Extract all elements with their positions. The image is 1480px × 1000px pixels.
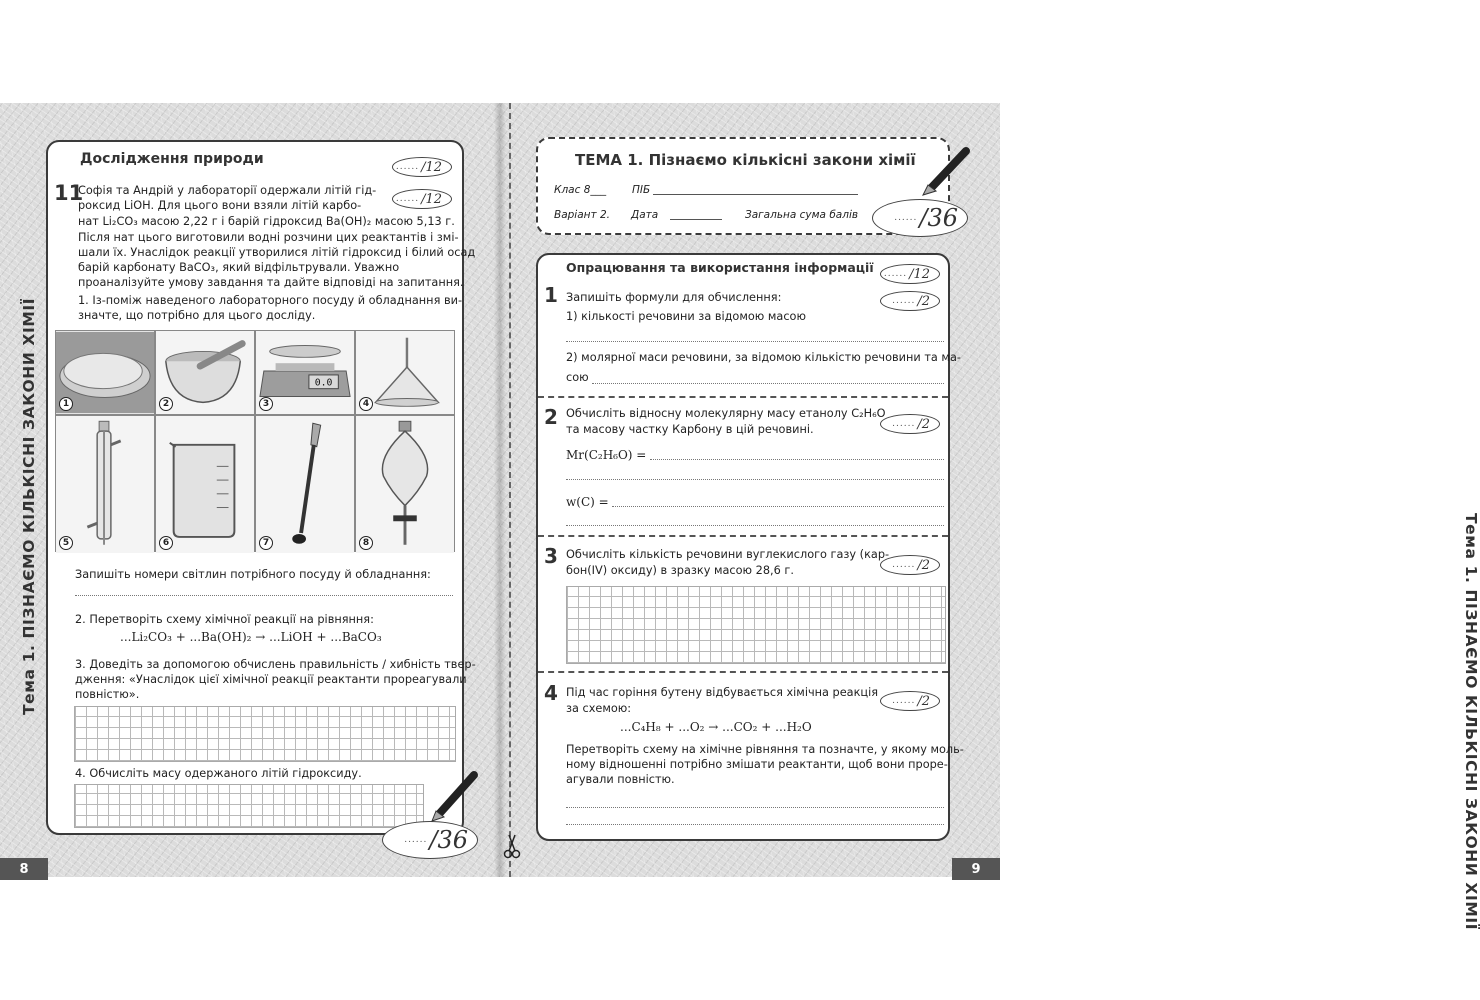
photo-number: 4 — [359, 397, 373, 411]
photo-number: 6 — [159, 536, 173, 550]
book-spread — [0, 103, 1480, 931]
date-field[interactable] — [670, 219, 722, 220]
intro-line: шали їх. Унаслідок реакції утворилися літій гідроксид і білий осад — [78, 246, 476, 259]
left-page — [0, 103, 500, 877]
photo-number: 1 — [59, 397, 73, 411]
photo-8 — [356, 416, 454, 553]
page-number-right: 9 — [952, 858, 1000, 880]
beaker-icon — [156, 416, 254, 553]
task-number: 11 — [54, 181, 84, 205]
intro-line: Після нат цього виготовили водні розчини цих реактантів і змі- — [78, 231, 459, 244]
photos-prompt: Запишіть номери світлин потрібного посуду й обладнання: — [75, 568, 431, 581]
question-1-line: 1. Із-поміж наведеного лабораторного посуду й обладнання ви- — [78, 294, 463, 307]
spatula-icon — [256, 416, 354, 553]
question-4: 4. Обчисліть масу одержаного літій гідроксиду. — [75, 767, 362, 780]
answer-line[interactable] — [566, 807, 944, 808]
task-1-line: 1) кількості речовини за відомою масою — [566, 310, 806, 323]
task-4-score: ...... /2 — [880, 691, 940, 711]
intro-line: барій карбонату BaCO₃, який відфільтрували. Уважно — [78, 261, 400, 274]
task-4-line: за схемою: — [566, 702, 632, 715]
photo-number: 5 — [59, 536, 73, 550]
right-total-score: ...... /36 — [872, 199, 968, 237]
formula-mr: Mr(C₂H₆O) = — [566, 448, 647, 462]
task-4-line: ному відношенні потрібно змішати реактанти, щоб вони проре- — [566, 758, 948, 771]
photo-7 — [256, 416, 354, 553]
total-label: Загальна сума балів — [745, 209, 859, 221]
task-separator — [538, 396, 948, 398]
answer-grid-task-3[interactable] — [566, 586, 946, 664]
name-label: ПІБ — [632, 184, 651, 196]
scale-display: 0.0 — [314, 377, 333, 389]
photo-number: 3 — [259, 397, 273, 411]
answer-line[interactable] — [75, 595, 453, 596]
task-3-number: 3 — [544, 544, 558, 568]
photo-2 — [156, 331, 254, 414]
photo-6 — [156, 416, 254, 553]
intro-line: проаналізуйте умову завдання та дайте відповіді на запитання. — [78, 276, 464, 289]
intro-line: Софія та Андрій у лабораторії одержали літій гід- — [78, 184, 377, 197]
task-1-number: 1 — [544, 283, 558, 307]
answer-line[interactable] — [612, 506, 944, 507]
task-3-line: бон(IV) оксиду) в зразку масою 28,6 г. — [566, 564, 794, 577]
section-title: Опрацювання та використання інформації — [566, 260, 874, 275]
photo-3 — [256, 331, 354, 414]
task-2-line: Обчисліть відносну молекулярну масу етанолу C₂H₆O — [566, 407, 886, 420]
cut-line — [509, 103, 511, 877]
photo-number: 8 — [359, 536, 373, 550]
task-4-line: агували повністю. — [566, 773, 675, 786]
photo-1 — [56, 331, 154, 414]
answer-grid-q3[interactable] — [74, 706, 456, 762]
task-score: ...... /12 — [392, 189, 452, 209]
date-label: Дата — [631, 209, 659, 221]
answer-line[interactable] — [566, 824, 944, 825]
section-score: ...... /12 — [880, 264, 940, 284]
task-2-number: 2 — [544, 405, 558, 429]
pencil-icon — [920, 147, 972, 197]
task-separator — [538, 535, 948, 537]
class-field[interactable]: Клас 8___ — [554, 184, 607, 196]
task-1-score: ...... /2 — [880, 291, 940, 311]
task-2-score: ...... /2 — [880, 414, 940, 434]
left-side-title: Тема 1. ПІЗНАЄМО КІЛЬКІСНІ ЗАКОНИ ХІМІЇ — [20, 297, 38, 715]
photo-number: 7 — [259, 536, 273, 550]
question-3-line: дження: «Унаслідок цієї хімічної реакції реактанти прореагували — [75, 673, 467, 686]
condenser-icon — [56, 416, 154, 553]
task-1-line: Запишіть формули для обчислення: — [566, 291, 782, 304]
right-side-title: Тема 1. ПІЗНАЄМО КІЛЬКІСНІ ЗАКОНИ ХІМІЇ — [1462, 513, 1480, 931]
answer-grid-q4[interactable] — [74, 784, 424, 828]
separatory-funnel-icon — [356, 416, 454, 553]
question-1-line: значте, що потрібно для цього досліду. — [78, 309, 316, 322]
task-2-line: та масову частку Карбону в цій речовині. — [566, 423, 814, 436]
page-number-left: 8 — [0, 858, 48, 880]
question-3-line: 3. Доведіть за допомогою обчислень правильність / хибність твер- — [75, 658, 476, 671]
variant-label: Варіант 2. — [554, 209, 610, 221]
answer-line[interactable] — [592, 383, 944, 384]
intro-line: роксид LiOH. Для цього вони взяли літій карбо- — [78, 199, 362, 212]
question-2: 2. Перетворіть схему хімічної реакції на рівняння: — [75, 613, 374, 626]
task-3-line: Обчисліть кількість речовини вуглекислого газу (кар- — [566, 548, 890, 561]
photo-5 — [56, 416, 154, 553]
intro-line: нат Li₂CO₃ масою 2,22 г і барій гідроксид Ba(OH)₂ масою 5,13 г. — [78, 215, 455, 228]
answer-line[interactable] — [566, 479, 944, 480]
answer-line[interactable] — [566, 525, 944, 526]
photo-4 — [356, 331, 454, 414]
right-page — [500, 103, 1480, 931]
section-score: ...... /12 — [392, 157, 452, 177]
question-3-line: повністю». — [75, 688, 140, 701]
answer-line[interactable] — [566, 341, 944, 342]
pencil-icon — [430, 771, 480, 823]
section-title: Дослідження природи — [80, 151, 264, 167]
equipment-photo-grid — [55, 330, 455, 552]
name-field[interactable] — [653, 194, 858, 195]
task-4-line: Перетворіть схему на хімічне рівняння та позначте, у якому моль- — [566, 743, 964, 756]
task-separator — [538, 671, 948, 673]
task-1-line: 2) молярної маси речовини, за відомою кількістю речовини та ма- — [566, 351, 961, 364]
left-total-score: ...... /36 — [382, 821, 478, 859]
task-4-line: Під час горіння бутену відбувається хімічна реакція — [566, 686, 879, 699]
book-gutter — [494, 103, 506, 877]
header-title: ТЕМА 1. Пізнаємо кількісні закони хімії — [575, 151, 916, 169]
task-3-score: ...... /2 — [880, 555, 940, 575]
photo-number: 2 — [159, 397, 173, 411]
task-4-equation: ...C₄H₈ + ...O₂ → ...CO₂ + ...H₂O — [620, 720, 812, 734]
formula-w: w(C) = — [566, 495, 609, 509]
task-1-line: сою — [566, 371, 589, 384]
task-4-number: 4 — [544, 681, 558, 705]
answer-line[interactable] — [650, 459, 944, 460]
question-2-equation: ...Li₂CO₃ + ...Ba(OH)₂ → ...LiOH + ...BaCO₃ — [120, 630, 382, 644]
